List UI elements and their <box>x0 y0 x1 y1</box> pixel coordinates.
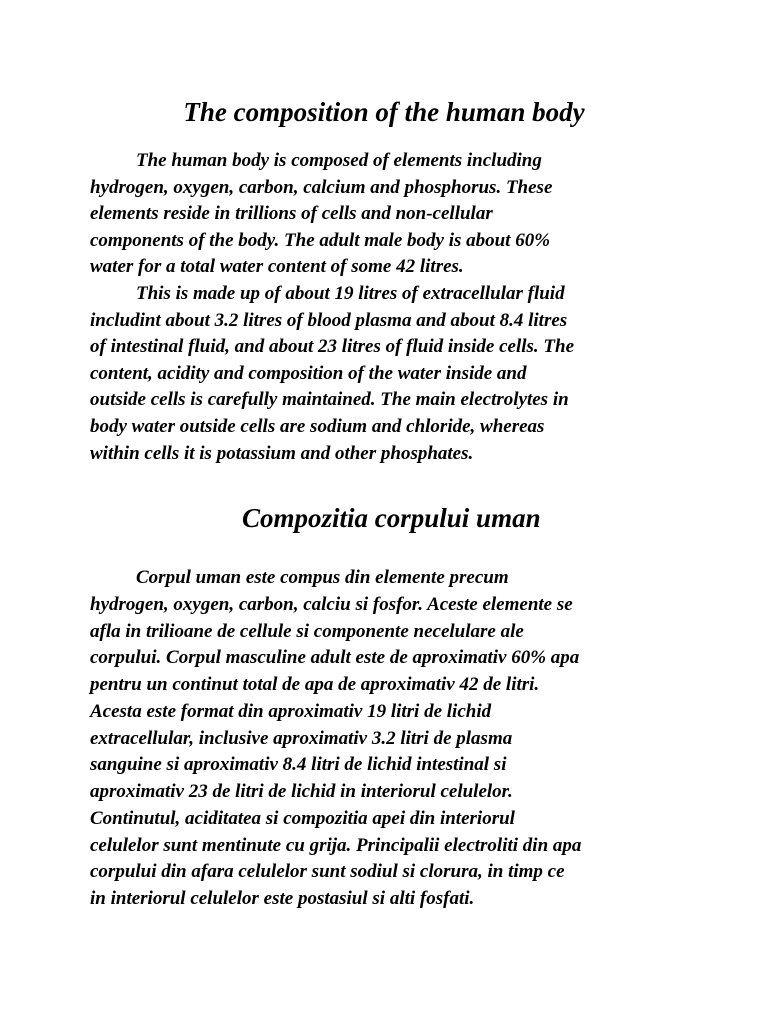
body-line: hydrogen, oxygen, carbon, calcium and phosphorus. These <box>90 176 553 198</box>
english-title: The composition of the human body <box>183 97 585 127</box>
romanian-body <box>90 565 690 913</box>
body-line: of intestinal fluid, and about 23 litres of fluid inside cells. The <box>90 336 575 358</box>
body-line: This is made up of about 19 litres of extracellular fluid <box>136 282 565 304</box>
romanian-title: Compozitia corpului uman <box>242 503 541 533</box>
body-line: Continutul, aciditatea si compozitia apei din interiorul <box>90 807 515 829</box>
body-line: extracellular, inclusive aproximativ 3.2 litri de plasma <box>90 727 513 749</box>
body-line: aproximativ 23 de litri de lichid in interiorul celulelor. <box>90 781 513 802</box>
body-line: Corpul uman este compus din elemente precum <box>136 567 509 588</box>
body-line: within cells it is potassium and other phosphates. <box>90 442 474 464</box>
body-line: components of the body. The adult male body is about 60% <box>90 229 551 251</box>
body-line: pentru un continut total de apa de aproximativ 42 de litri. <box>90 674 540 695</box>
body-line: sanguine si aproximativ 8.4 litri de lichid intestinal si <box>90 754 507 776</box>
body-line: hydrogen, oxygen, carbon, calciu si fosfor. Aceste elemente se <box>90 593 573 615</box>
body-line: elements reside in trillions of cells and non-cellular <box>90 203 493 225</box>
body-line: afla in trilioane de cellule si componente necelulare ale <box>90 620 524 642</box>
body-line: body water outside cells are sodium and chloride, whereas <box>90 415 545 437</box>
body-line: Acesta este format din aproximativ 19 litri de lichid <box>90 700 492 722</box>
body-line: corpului. Corpul masculine adult este de aproximativ 60% apa <box>90 647 580 669</box>
body-line: The human body is composed of elements including <box>136 150 542 171</box>
body-line: outside cells is carefully maintained. The main electrolytes in <box>90 389 569 411</box>
body-line: water for a total water content of some 42 litres. <box>90 256 464 278</box>
body-line: content, acidity and composition of the water inside and <box>90 362 527 384</box>
english-body <box>90 148 690 467</box>
body-line: in interiorul celulelor este postasiul si alti fosfati. <box>90 888 475 909</box>
body-line: corpului din afara celulelor sunt sodiul si clorura, in timp ce <box>90 861 565 883</box>
body-line: includint about 3.2 litres of blood plasma and about 8.4 litres <box>90 309 568 331</box>
body-line: celulelor sunt mentinute cu grija. Principalii electroliti din apa <box>90 834 582 856</box>
